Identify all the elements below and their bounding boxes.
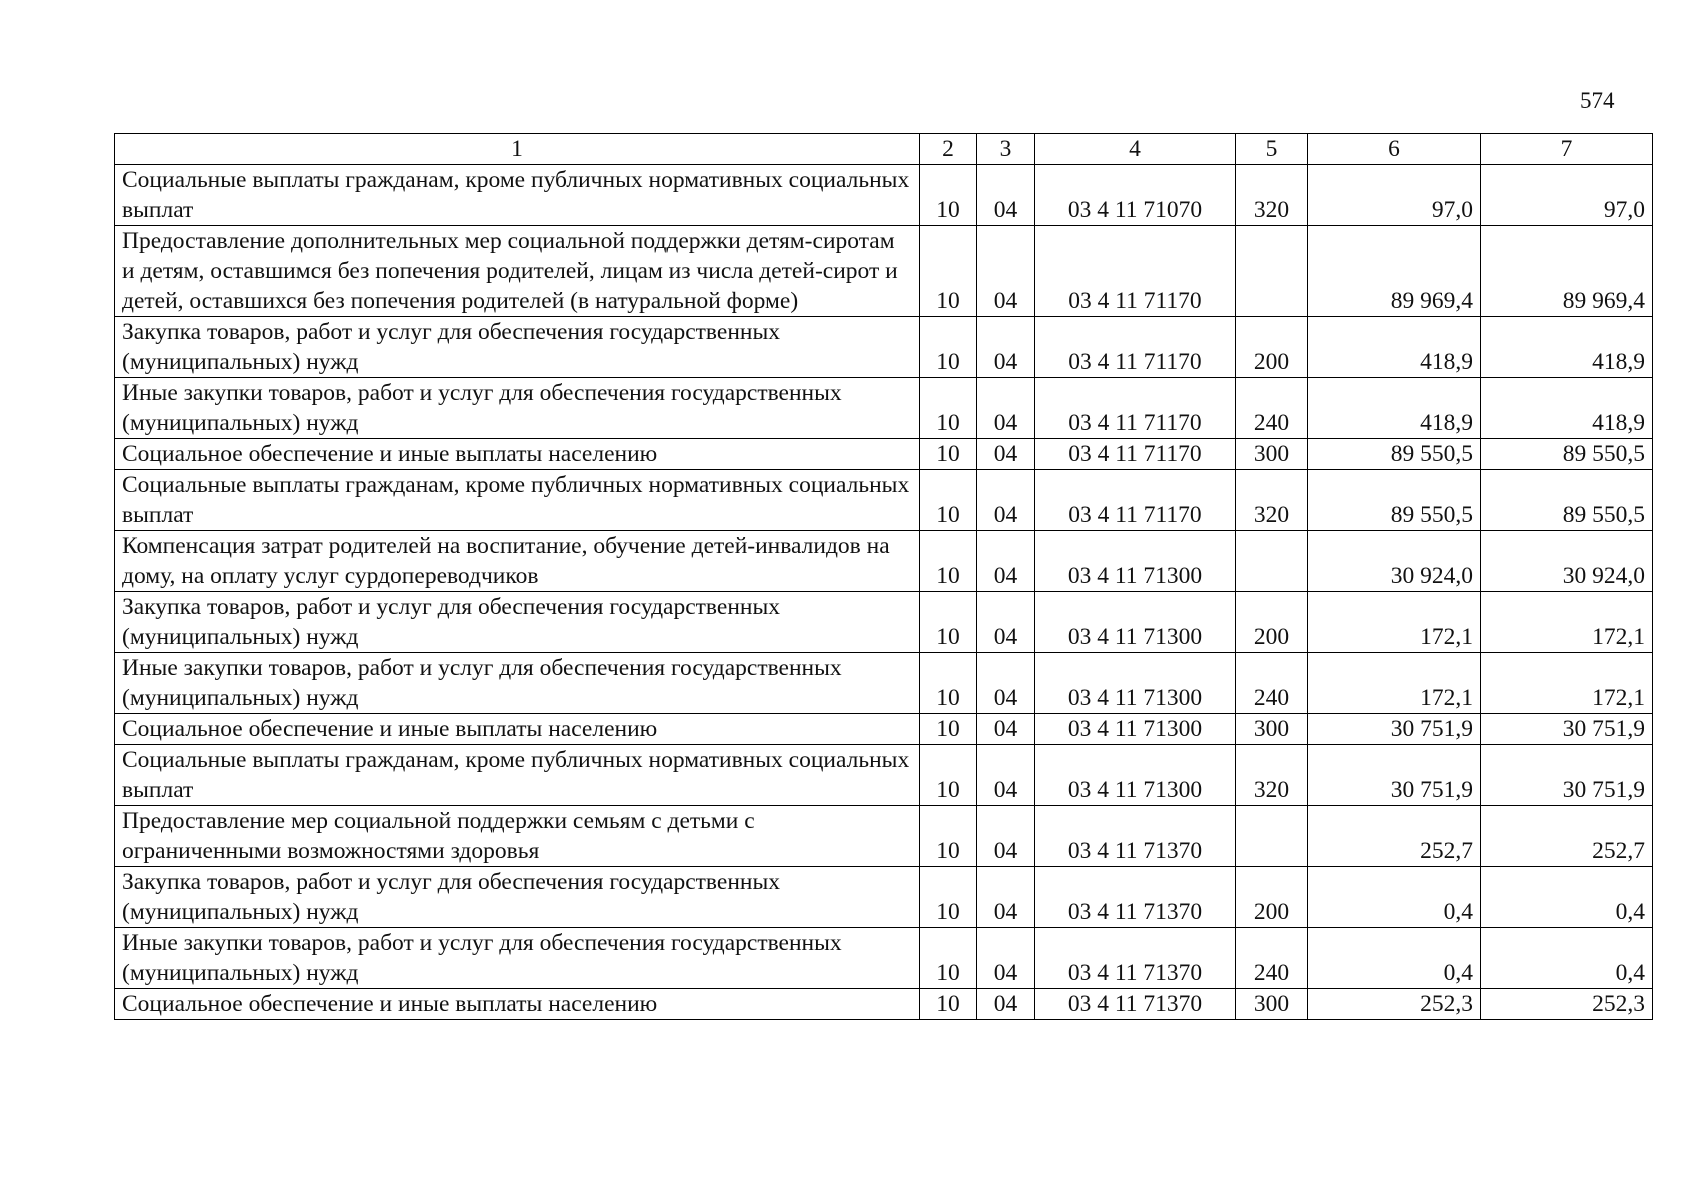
- column-header: 3: [977, 134, 1035, 165]
- row-description: Иные закупки товаров, работ и услуг для обеспечения государственных (муниципальных) нужд: [115, 378, 920, 439]
- row-description: Социальное обеспечение и иные выплаты населению: [115, 989, 920, 1020]
- table-row: [115, 714, 1653, 745]
- cell-expense-type: [1236, 531, 1308, 592]
- row-description: Социальные выплаты гражданам, кроме публичных нормативных социальных выплат: [115, 745, 920, 806]
- cell-subsection: 04: [977, 226, 1035, 317]
- cell-expense-type: 300: [1236, 989, 1308, 1020]
- table-row: [115, 439, 1653, 470]
- cell-subsection: 04: [977, 378, 1035, 439]
- cell-amount-year2: 0,4: [1481, 867, 1653, 928]
- cell-subsection: 04: [977, 806, 1035, 867]
- cell-amount-year2: 418,9: [1481, 317, 1653, 378]
- row-description: Социальное обеспечение и иные выплаты населению: [115, 714, 920, 745]
- cell-subsection: 04: [977, 714, 1035, 745]
- cell-amount-year2: 89 550,5: [1481, 439, 1653, 470]
- cell-section: 10: [920, 928, 977, 989]
- cell-amount-year1: 89 969,4: [1308, 226, 1481, 317]
- row-description: Социальное обеспечение и иные выплаты населению: [115, 439, 920, 470]
- cell-amount-year1: 30 751,9: [1308, 714, 1481, 745]
- cell-expense-type: 300: [1236, 714, 1308, 745]
- cell-subsection: 04: [977, 317, 1035, 378]
- cell-subsection: 04: [977, 867, 1035, 928]
- cell-amount-year1: 0,4: [1308, 867, 1481, 928]
- cell-target-article: 03 4 11 71300: [1035, 653, 1236, 714]
- cell-expense-type: 320: [1236, 165, 1308, 226]
- page-number: 574: [1580, 88, 1615, 113]
- cell-subsection: 04: [977, 470, 1035, 531]
- column-header: 2: [920, 134, 977, 165]
- row-description: Закупка товаров, работ и услуг для обеспечения государственных (муниципальных) нужд: [115, 317, 920, 378]
- column-header: 4: [1035, 134, 1236, 165]
- cell-subsection: 04: [977, 653, 1035, 714]
- cell-target-article: 03 4 11 71370: [1035, 928, 1236, 989]
- table-row: [115, 653, 1653, 714]
- cell-expense-type: 200: [1236, 317, 1308, 378]
- cell-target-article: 03 4 11 71300: [1035, 592, 1236, 653]
- cell-amount-year2: 252,7: [1481, 806, 1653, 867]
- table-row: [115, 867, 1653, 928]
- cell-amount-year1: 172,1: [1308, 653, 1481, 714]
- table-row: [115, 470, 1653, 531]
- table-row: [115, 165, 1653, 226]
- cell-section: 10: [920, 714, 977, 745]
- budget-table: [114, 133, 1653, 1020]
- cell-expense-type: 240: [1236, 653, 1308, 714]
- cell-expense-type: 320: [1236, 745, 1308, 806]
- column-header: 6: [1308, 134, 1481, 165]
- cell-expense-type: 200: [1236, 592, 1308, 653]
- cell-expense-type: 200: [1236, 867, 1308, 928]
- cell-section: 10: [920, 317, 977, 378]
- cell-amount-year1: 252,7: [1308, 806, 1481, 867]
- cell-amount-year2: 252,3: [1481, 989, 1653, 1020]
- cell-amount-year2: 97,0: [1481, 165, 1653, 226]
- row-description: Предоставление мер социальной поддержки семьям с детьми с ограниченными возможностями здоровья: [115, 806, 920, 867]
- row-description: Закупка товаров, работ и услуг для обеспечения государственных (муниципальных) нужд: [115, 867, 920, 928]
- cell-amount-year2: 89 550,5: [1481, 470, 1653, 531]
- cell-amount-year2: 172,1: [1481, 592, 1653, 653]
- cell-subsection: 04: [977, 165, 1035, 226]
- cell-amount-year2: 172,1: [1481, 653, 1653, 714]
- cell-section: 10: [920, 470, 977, 531]
- cell-section: 10: [920, 653, 977, 714]
- cell-subsection: 04: [977, 928, 1035, 989]
- table-row: [115, 226, 1653, 317]
- cell-target-article: 03 4 11 71170: [1035, 226, 1236, 317]
- cell-target-article: 03 4 11 71300: [1035, 745, 1236, 806]
- cell-target-article: 03 4 11 71170: [1035, 470, 1236, 531]
- row-description: Закупка товаров, работ и услуг для обеспечения государственных (муниципальных) нужд: [115, 592, 920, 653]
- table-row: [115, 592, 1653, 653]
- cell-amount-year2: 30 751,9: [1481, 745, 1653, 806]
- cell-subsection: 04: [977, 439, 1035, 470]
- table-row: [115, 806, 1653, 867]
- cell-section: 10: [920, 378, 977, 439]
- cell-subsection: 04: [977, 745, 1035, 806]
- column-header: 5: [1236, 134, 1308, 165]
- cell-target-article: 03 4 11 71170: [1035, 378, 1236, 439]
- table-row: [115, 317, 1653, 378]
- table-row: [115, 378, 1653, 439]
- cell-amount-year1: 418,9: [1308, 378, 1481, 439]
- cell-section: 10: [920, 989, 977, 1020]
- cell-expense-type: [1236, 806, 1308, 867]
- column-header: 7: [1481, 134, 1653, 165]
- cell-amount-year1: 0,4: [1308, 928, 1481, 989]
- cell-amount-year1: 172,1: [1308, 592, 1481, 653]
- table-header-row: [115, 134, 1653, 165]
- cell-section: 10: [920, 439, 977, 470]
- cell-subsection: 04: [977, 592, 1035, 653]
- cell-target-article: 03 4 11 71170: [1035, 317, 1236, 378]
- table-row: [115, 745, 1653, 806]
- cell-amount-year1: 89 550,5: [1308, 439, 1481, 470]
- cell-amount-year1: 30 924,0: [1308, 531, 1481, 592]
- cell-target-article: 03 4 11 71370: [1035, 989, 1236, 1020]
- column-header: 1: [115, 134, 920, 165]
- cell-amount-year1: 97,0: [1308, 165, 1481, 226]
- table-row: [115, 928, 1653, 989]
- cell-target-article: 03 4 11 71300: [1035, 531, 1236, 592]
- cell-expense-type: [1236, 226, 1308, 317]
- cell-amount-year2: 89 969,4: [1481, 226, 1653, 317]
- cell-section: 10: [920, 226, 977, 317]
- cell-section: 10: [920, 592, 977, 653]
- cell-section: 10: [920, 165, 977, 226]
- row-description: Иные закупки товаров, работ и услуг для обеспечения государственных (муниципальных) нужд: [115, 928, 920, 989]
- cell-amount-year1: 418,9: [1308, 317, 1481, 378]
- row-description: Иные закупки товаров, работ и услуг для обеспечения государственных (муниципальных) нужд: [115, 653, 920, 714]
- cell-target-article: 03 4 11 71170: [1035, 439, 1236, 470]
- table-row: [115, 531, 1653, 592]
- table-row: [115, 989, 1653, 1020]
- row-description: Предоставление дополнительных мер социальной поддержки детям-сиротам и детям, оставшимся без попечения родителей, лицам из числа детей-сирот и детей, оставшихся без попечения родителей (в натуральной форме): [115, 226, 920, 317]
- cell-target-article: 03 4 11 71370: [1035, 867, 1236, 928]
- cell-amount-year2: 30 924,0: [1481, 531, 1653, 592]
- cell-target-article: 03 4 11 71300: [1035, 714, 1236, 745]
- cell-amount-year2: 418,9: [1481, 378, 1653, 439]
- cell-section: 10: [920, 531, 977, 592]
- cell-subsection: 04: [977, 989, 1035, 1020]
- cell-target-article: 03 4 11 71370: [1035, 806, 1236, 867]
- cell-target-article: 03 4 11 71070: [1035, 165, 1236, 226]
- cell-amount-year2: 30 751,9: [1481, 714, 1653, 745]
- cell-amount-year2: 0,4: [1481, 928, 1653, 989]
- row-description: Социальные выплаты гражданам, кроме публичных нормативных социальных выплат: [115, 165, 920, 226]
- cell-section: 10: [920, 806, 977, 867]
- cell-expense-type: 240: [1236, 378, 1308, 439]
- cell-expense-type: 320: [1236, 470, 1308, 531]
- cell-amount-year1: 89 550,5: [1308, 470, 1481, 531]
- cell-section: 10: [920, 745, 977, 806]
- cell-amount-year1: 252,3: [1308, 989, 1481, 1020]
- cell-amount-year1: 30 751,9: [1308, 745, 1481, 806]
- cell-expense-type: 240: [1236, 928, 1308, 989]
- row-description: Компенсация затрат родителей на воспитание, обучение детей-инвалидов на дому, на оплату услуг сурдопереводчиков: [115, 531, 920, 592]
- cell-subsection: 04: [977, 531, 1035, 592]
- cell-section: 10: [920, 867, 977, 928]
- row-description: Социальные выплаты гражданам, кроме публичных нормативных социальных выплат: [115, 470, 920, 531]
- cell-expense-type: 300: [1236, 439, 1308, 470]
